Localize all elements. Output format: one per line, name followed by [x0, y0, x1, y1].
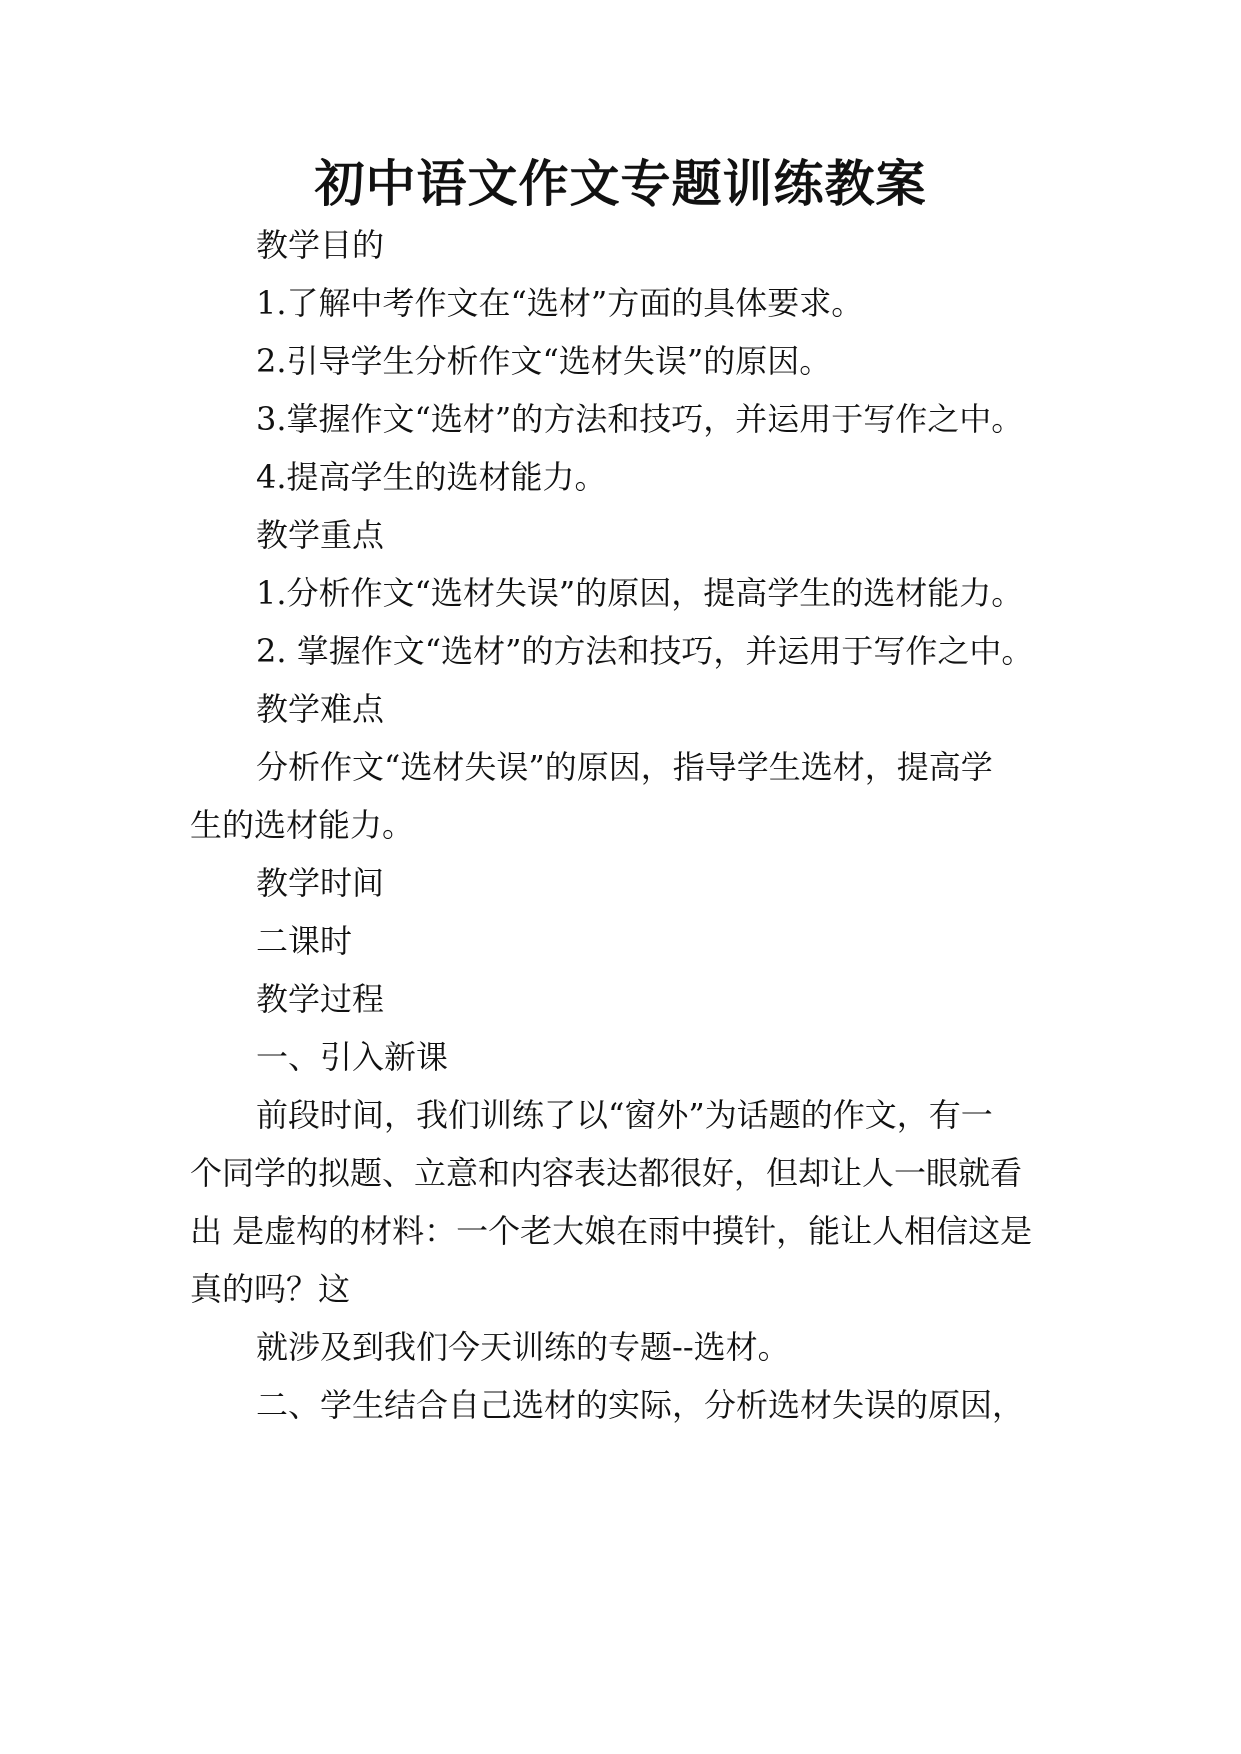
teaching-time-value: 二课时: [256, 922, 353, 960]
key-point-1: 1.分析作文“选材失误”的原因，提高学生的选材能力。: [256, 574, 1024, 612]
paragraph-line-2: 个同学的拟题、立意和内容表达都很好，但却让人一眼就看: [190, 1154, 1023, 1192]
difficulty-text-line-2: 生的选材能力。: [190, 806, 415, 844]
section-one-heading: 一、引入新课: [256, 1038, 449, 1076]
goal-4: 4.提高学生的选材能力。: [256, 458, 607, 496]
paragraph-line-5: 就涉及到我们今天训练的专题--选材。: [256, 1328, 790, 1366]
section-two-heading: 二、学生结合自己选材的实际，分析选材失误的原因，: [256, 1386, 1025, 1424]
paragraph-line-1: 前段时间，我们训练了以“窗外”为话题的作文，有一: [256, 1096, 993, 1134]
heading-key-points: 教学重点: [256, 516, 385, 554]
heading-teaching-goals: 教学目的: [256, 226, 385, 264]
heading-teaching-process: 教学过程: [256, 980, 385, 1018]
goal-2: 2.引导学生分析作文“选材失误”的原因。: [256, 342, 832, 380]
paragraph-line-3: 出 是虚构的材料：一个老大娘在雨中摸针，能让人相信这是: [190, 1212, 1033, 1250]
document-title: 初中语文作文专题训练教案: [314, 154, 927, 213]
goal-3: 3.掌握作文“选材”的方法和技巧，并运用于写作之中。: [256, 400, 1024, 438]
heading-difficulties: 教学难点: [256, 690, 385, 728]
difficulty-text-line-1: 分析作文“选材失误”的原因，指导学生选材，提高学: [256, 748, 993, 786]
heading-teaching-time: 教学时间: [256, 864, 385, 902]
key-point-2: 2. 掌握作文“选材”的方法和技巧，并运用于写作之中。: [256, 632, 1034, 670]
paragraph-line-4: 真的吗？这: [190, 1270, 351, 1308]
goal-1: 1.了解中考作文在“选材”方面的具体要求。: [256, 284, 864, 322]
